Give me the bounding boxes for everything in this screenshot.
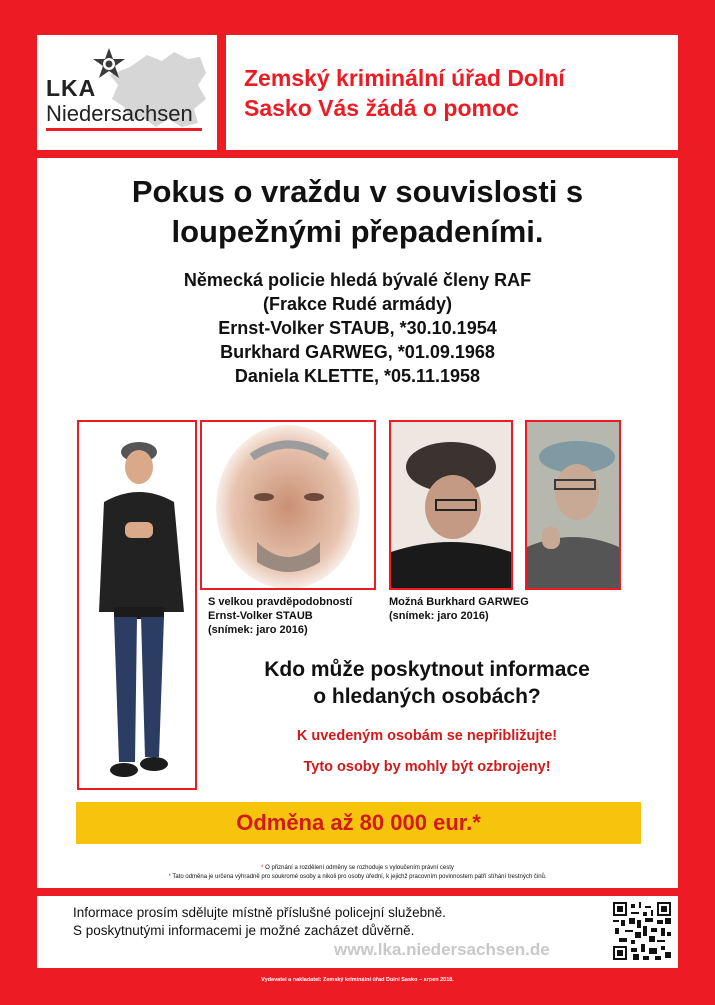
header-title (244, 63, 664, 123)
footnote-1-text: O přiznání a rozdělení odměny se rozhoduje s vyloučením právní cesty (265, 865, 454, 871)
caption-staub-line: (snímek: jaro 2016) (208, 624, 308, 636)
subtitle-line: Německá policie hledá bývalé členy RAF (183, 270, 532, 290)
footnote-1: * O přiznání a rozdělení odměny se rozhoduje s vyloučením právní cesty (261, 865, 454, 871)
subtitle-line: Ernst-Volker STAUB, *30.10.1954 (218, 318, 497, 338)
question-line2: o hledaných osobách? (313, 685, 541, 708)
main-panel (37, 158, 678, 888)
question-heading (197, 656, 657, 710)
caption-garweg (389, 595, 529, 623)
logo-region: Niedersachsen (46, 101, 193, 126)
subtitle-line: Daniela KLETTE, *05.11.1958 (234, 366, 481, 386)
photo-garweg-2 (525, 420, 621, 590)
footer-url[interactable]: www.lka.niedersachsen.de (334, 940, 550, 959)
logo-panel (37, 35, 217, 150)
caption-garweg-line: Možná Burkhard GARWEG (389, 596, 529, 608)
subtitle-line: Burkhard GARWEG, *01.09.1968 (220, 342, 495, 362)
warning-approach: K uvedeným osobám se nepřibližujte! (296, 728, 558, 744)
caption-staub-line: Ernst-Volker STAUB (208, 610, 313, 622)
main-title-line2: loupežnými přepadeními. (171, 214, 544, 249)
footer-panel (37, 896, 678, 968)
photo-face-staub (200, 420, 376, 590)
publisher-note: Vydavatel a nakladatel: Zemský kriminální úřad Dolní Sasko – srpen 2018. (261, 977, 454, 983)
footnote-2: * Tato odměna je určena výhradně pro soukromé osoby a nikoli pro osoby úřední, k jejichž pracovním povinnostem patří stíhání trestných činů. (168, 874, 547, 880)
logo-underline (46, 128, 202, 131)
footnote-2-text: Tato odměna je určena výhradně pro soukromé osoby a nikoli pro osoby úřední, k jejichž pracovním povinnostem patří stíhání trestných činů. (172, 874, 547, 880)
police-star-icon (92, 47, 126, 81)
footer-line1: Informace prosím sdělujte místně příslušné policejní služebně. (73, 905, 446, 920)
qr-code-icon[interactable] (613, 902, 671, 960)
photo-garweg-1 (389, 420, 513, 590)
caption-staub-line: S velkou pravděpodobností (208, 596, 353, 608)
logo-abbrev: LKA (46, 75, 97, 101)
header-title-line1: Zemský kriminální úřad Dolní (244, 65, 565, 91)
caption-staub (208, 595, 352, 637)
main-title (37, 172, 678, 252)
header-title-line2: Sasko Vás žádá o pomoc (244, 95, 519, 121)
warning-armed: Tyto osoby by mohly být ozbrojeny! (303, 759, 551, 775)
footer-line2: S poskytnutými informacemi je možné zacházet důvěrně. (73, 923, 415, 938)
header-panel (226, 35, 678, 150)
subtitle (37, 268, 678, 388)
main-title-line1: Pokus o vraždu v souvislosti s (131, 174, 584, 209)
subtitle-line: (Frakce Rudé armády) (262, 294, 453, 314)
photo-full-body (77, 420, 197, 790)
question-line1: Kdo může poskytnout informace (264, 658, 590, 681)
caption-garweg-line: (snímek: jaro 2016) (389, 610, 489, 622)
reward-banner: Odměna až 80 000 eur.* (76, 802, 641, 844)
